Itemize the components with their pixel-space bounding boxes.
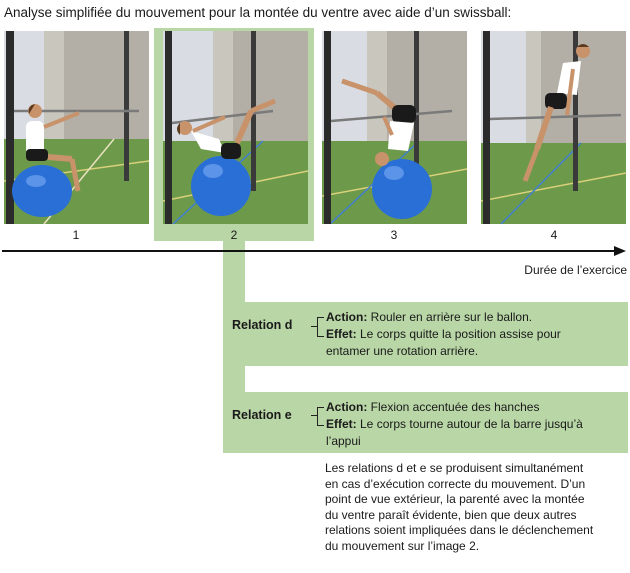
connector-bar-lower xyxy=(223,366,245,392)
relation-e-effect-key: Effet: xyxy=(326,417,357,431)
relation-e-label: Relation e xyxy=(232,408,292,422)
relation-d-effect xyxy=(326,327,561,341)
relation-e-action xyxy=(326,400,539,414)
paragraph-line: Les relations d et e se produisent simultanément xyxy=(325,461,584,475)
relation-d-bracket xyxy=(317,317,324,337)
relation-d-action-key: Action: xyxy=(326,310,368,324)
relation-e-effect xyxy=(326,417,583,431)
relation-d-effect-text: Le corps quitte la position assise pour xyxy=(356,327,561,341)
paragraph-line: point de vue extérieur, la parenté avec la montée xyxy=(325,492,585,506)
paragraph-line: du mouvement sur l’image 2. xyxy=(325,538,480,553)
explanation-paragraph xyxy=(325,461,625,554)
photo-number-4: 4 xyxy=(550,228,558,242)
photo-number-1: 1 xyxy=(72,228,80,242)
photo-3 xyxy=(322,31,467,224)
relation-d-effect-key: Effet: xyxy=(326,327,357,341)
photo-4 xyxy=(481,31,626,224)
relation-d-effect-cont: entamer une rotation arrière. xyxy=(326,344,479,358)
timeline-arrowhead xyxy=(614,246,626,256)
relation-e-effect-cont: l’appui xyxy=(326,434,361,448)
photo-number-2: 2 xyxy=(230,228,238,242)
relation-e-action-key: Action: xyxy=(326,400,368,414)
relation-e-effect-text: Le corps tourne autour de la barre jusqu’à xyxy=(356,417,583,431)
relation-d-action-text: Rouler en arrière sur le ballon. xyxy=(367,310,533,324)
relation-d-label: Relation d xyxy=(232,318,293,332)
photo-number-3: 3 xyxy=(390,228,398,242)
photo-2 xyxy=(163,31,308,224)
relation-e-bracket xyxy=(317,407,324,426)
photo-1 xyxy=(4,31,149,224)
paragraph-line: relations soient impliquées dans le déclenchement xyxy=(325,523,594,537)
timeline-label: Durée de l’exercice xyxy=(524,263,627,277)
relation-d-action xyxy=(326,310,532,324)
paragraph-line: en cas d’exécution correcte du mouvement. D’un xyxy=(325,476,586,491)
figure-title: Analyse simplifiée du mouvement pour la montée du ventre avec aide d’un swissball: xyxy=(4,5,512,20)
paragraph-line: du ventre paraît évidente, bien que deux autres xyxy=(325,507,577,522)
relation-e-action-text: Flexion accentuée des hanches xyxy=(367,400,540,414)
timeline-axis xyxy=(2,250,618,252)
